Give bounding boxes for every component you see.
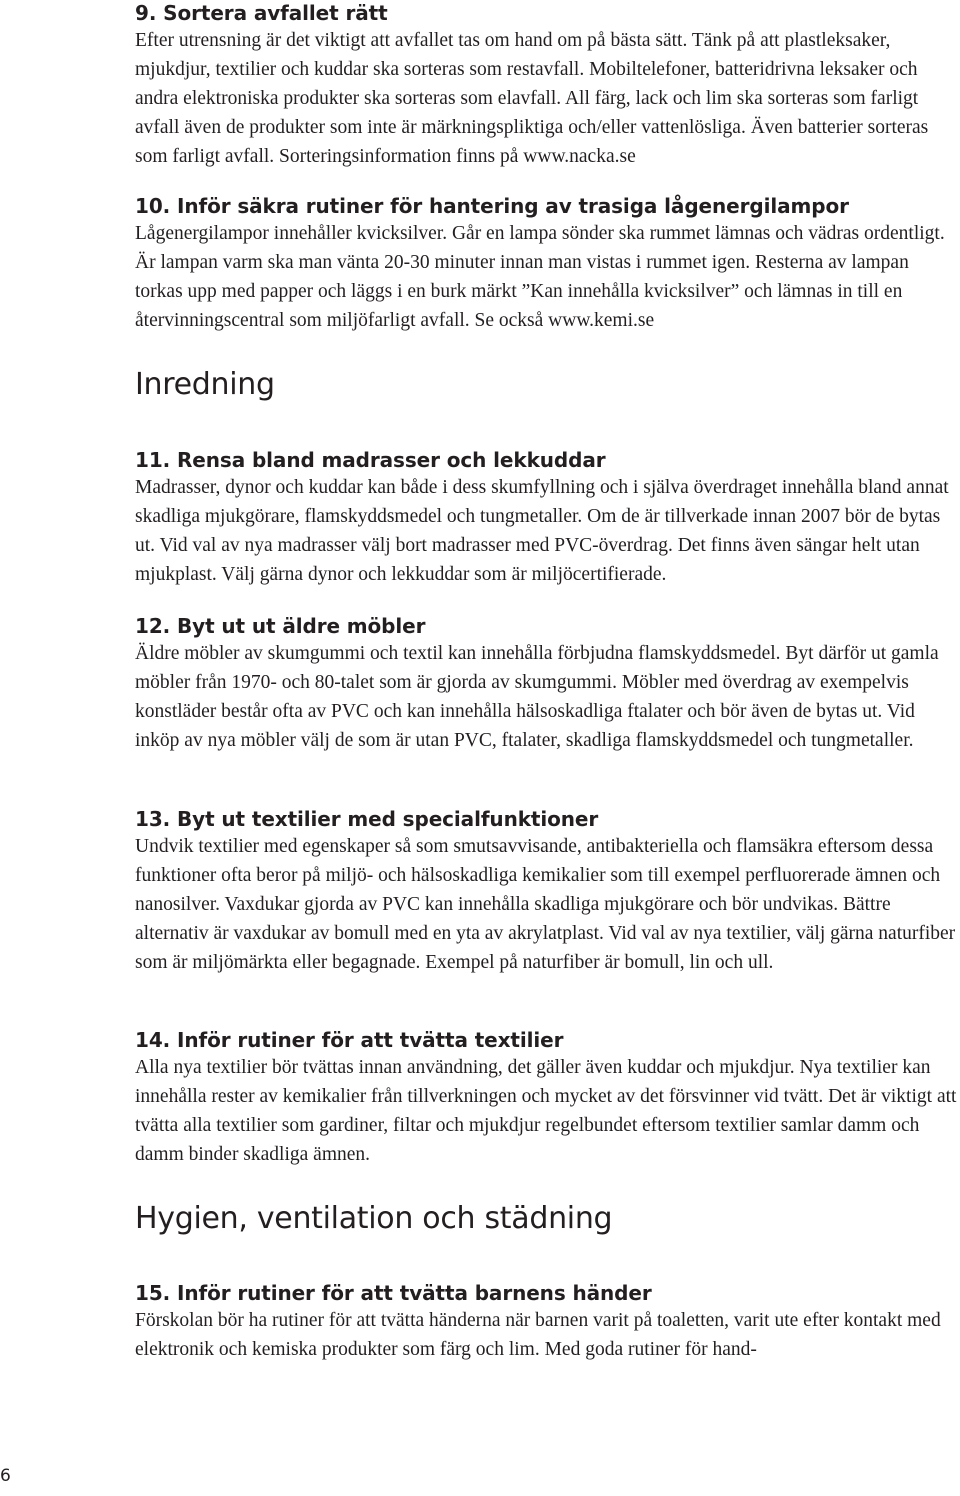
section-15 (135, 1280, 960, 1364)
section-heading: 14. Inför rutiner för att tvätta textilier (135, 1028, 564, 1052)
chapter-heading-hygien: Hygien, ventilation och städning (135, 1201, 613, 1236)
section-body: Lågenergilampor innehåller kvicksilver. Går en lampa sönder ska rummet lämnas och vädras ordentligt. Är lampan varm ska man vänta 20-30 minuter innan man vistas i rummet igen. Resterna av lampan torkas upp med papper och läggs i en burk märkt ”Kan innehålla kvicksilver” och lämnas in till en återvinningscentral som miljöfarligt avfall. Se också www.kemi.se (135, 223, 945, 331)
section-body: Efter utrensning är det viktigt att avfallet tas om hand om på bästa sätt. Tänk på att plastleksaker, mjukdjur, textilier och kuddar ska sorteras som restavfall. Mobiltelefoner, batteridrivna leksaker och andra elektroniska produkter ska sorteras som elavfall. All färg, lack och lim ska sorteras som farligt avfall även de produkter som inte är märkningspliktiga och/eller vattenlösliga. Även batterier sorteras som farligt avfall. Sorteringsinformation finns på www.nacka.se (135, 30, 929, 167)
section-13 (135, 806, 960, 977)
chapter-heading-inredning: Inredning (135, 367, 275, 402)
section-11 (135, 447, 960, 589)
section-10 (135, 193, 960, 335)
section-heading: 11. Rensa bland madrasser och lekkuddar (135, 448, 606, 472)
page-number: 6 (0, 1466, 11, 1486)
section-14 (135, 1027, 960, 1169)
section-body: Undvik textilier med egenskaper så som smutsavvisande, antibakteriella och flamsäkra eftersom dessa funktioner ofta beror på miljö- och hälsoskadliga kemikalier som till exempel perfluorerade ämnen och nanosilver. Vaxdukar gjorda av PVC kan innehålla skadliga mjukgörare och bör undvikas. Bättre alternativ är vaxdukar av bomull med en yta av akrylatplast. Vid val av nya textilier, välj gärna naturfiber som är miljömärkta eller begagnade. Exempel på naturfiber är bomull, lin och ull. (135, 836, 956, 973)
section-heading: 15. Inför rutiner för att tvätta barnens händer (135, 1281, 652, 1305)
section-body: Madrasser, dynor och kuddar kan både i dess skumfyllning och i själva överdraget innehålla bland annat skadliga mjukgörare, flamskyddsmedel och tungmetaller. Om de är tillverkade innan 2007 bör de bytas ut. Vid val av nya madrasser välj bort madrasser med PVC-överdrag. Det finns även sängar helt utan mjukplast. Välj gärna dynor och lekkuddar som är miljöcertifierade. (135, 477, 949, 585)
section-heading: 13. Byt ut textilier med specialfunktioner (135, 807, 599, 831)
section-body: Äldre möbler av skumgummi och textil kan innehålla förbjudna flamskyddsmedel. Byt därför ut gamla möbler från 1970- och 80-talet som är gjorda av skumgummi. Möbler med överdrag av exempelvis konstläder består ofta av PVC och kan innehålla hälsoskadliga ftalater och bör även de bytas ut. Vid inköp av nya möbler välj de som är utan PVC, ftalater, skadliga flamskyddsmedel och tungmetaller. (135, 643, 939, 751)
section-9 (135, 0, 960, 171)
section-heading: 12. Byt ut ut äldre möbler (135, 614, 426, 638)
section-heading: 10. Inför säkra rutiner för hantering av trasiga lågenergilampor (135, 194, 849, 218)
section-12 (135, 613, 960, 755)
section-body: Förskolan bör ha rutiner för att tvätta händerna när barnen varit på toaletten, varit ute efter kontakt med elektronik och kemiska produkter som färg och lim. Med goda rutiner för hand- (135, 1310, 941, 1360)
section-body: Alla nya textilier bör tvättas innan användning, det gäller även kuddar och mjukdjur. Nya textilier kan innehålla rester av kemikalier från tillverkningen och mycket av det försvinner vid tvätt. Det är viktigt att tvätta alla textilier som gardiner, filtar och mjukdjur regelbundet eftersom textilier samlar damm och damm binder skadliga ämnen. (135, 1057, 957, 1165)
section-heading: 9. Sortera avfallet rätt (135, 1, 388, 25)
